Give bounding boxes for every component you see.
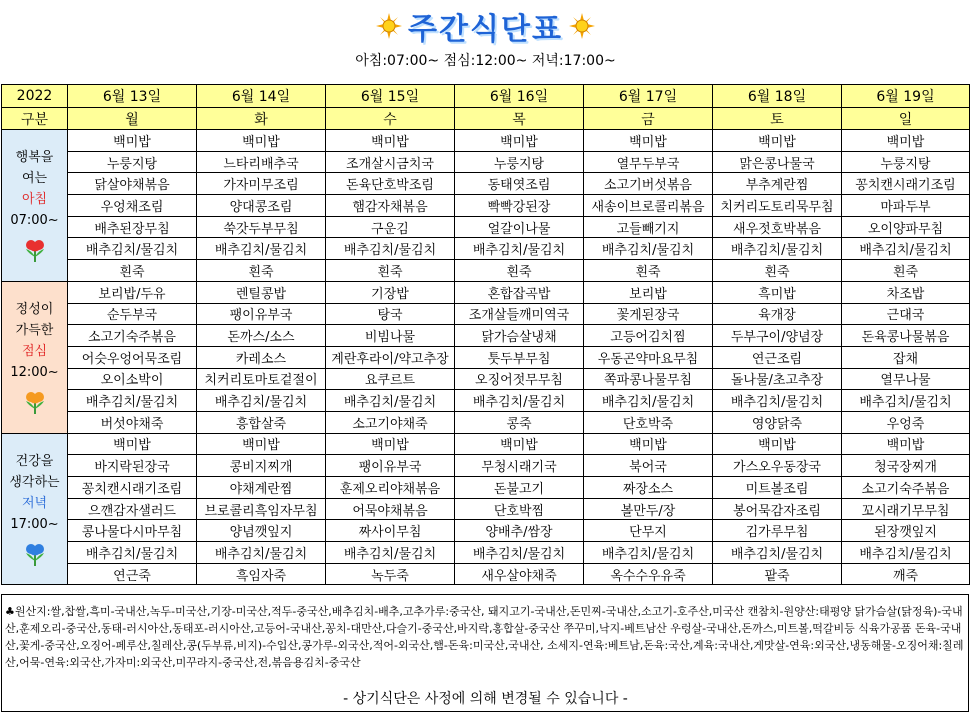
breakfast-menu-cell: 흰죽 [842,260,970,282]
dinner-row [2,477,970,499]
lunch-label-meal: 점심 [21,344,48,360]
dinner-menu-cell: 양념깻잎지 [197,520,326,542]
breakfast-menu-cell: 고들빼기지 [584,216,713,238]
day-cell: 일 [842,108,970,130]
lunch-menu-cell: 오징어젓무무침 [455,368,584,390]
lunch-row [2,346,970,368]
lunch-menu-cell: 탕국 [326,303,455,325]
lunch-menu-cell: 혼합잡곡밥 [455,281,584,303]
lunch-menu-cell: 소고기숙주볶음 [68,325,197,347]
lunch-menu-cell: 카레소스 [197,346,326,368]
breakfast-row [2,173,970,195]
lunch-menu-cell: 배추김치/물김치 [584,390,713,412]
dinner-row [2,520,970,542]
lunch-menu-cell: 두부구이/양념장 [713,325,842,347]
dinner-label-line1: 건강을 [15,454,54,470]
change-notice: - 상기식단은 사정에 의해 변경될 수 있습니다 - [343,691,628,707]
dinner-menu-cell: 배추김치/물김치 [842,542,970,564]
breakfast-menu-cell: 흰죽 [584,260,713,282]
menu-table [1,84,970,585]
dinner-label-line2: 생각하는 [9,475,60,491]
lunch-menu-cell: 닭가슴살냉채 [455,325,584,347]
day-cell: 수 [326,108,455,130]
breakfast-menu-cell: 맑은콩나물국 [713,151,842,173]
dinner-menu-cell: 백미밥 [584,433,713,455]
dinner-menu-cell: 짜사이무침 [326,520,455,542]
breakfast-menu-cell: 백미밥 [842,130,970,152]
lunch-row [2,325,970,347]
breakfast-label-line2: 여는 [21,171,48,187]
breakfast-menu-cell: 열무두부국 [584,151,713,173]
breakfast-menu-cell: 배추김치/물김치 [584,238,713,260]
dinner-menu-cell: 으깬감자샐러드 [68,498,197,520]
lunch-menu-cell: 근대국 [842,303,970,325]
breakfast-menu-cell: 배추김치/물김치 [68,238,197,260]
dinner-menu-cell: 짜장소스 [584,477,713,499]
breakfast-menu-cell: 치커리도토리묵무침 [713,195,842,217]
date-cell: 6월 13일 [68,85,197,108]
breakfast-row [2,130,970,152]
dinner-menu-cell: 백미밥 [197,433,326,455]
page-title: 주간식단표 [408,12,563,47]
dinner-menu-cell: 무청시래기국 [455,455,584,477]
lunch-menu-cell: 요쿠르트 [326,368,455,390]
day-cell: 토 [713,108,842,130]
dinner-menu-cell: 배추김치/물김치 [68,542,197,564]
breakfast-menu-cell: 누룽지탕 [455,151,584,173]
dinner-menu-cell: 볼만두/장 [584,498,713,520]
lunch-menu-cell: 배추김치/물김치 [197,390,326,412]
day-cell: 목 [455,108,584,130]
breakfast-menu-cell: 백미밥 [455,130,584,152]
origin-notes: ♣원산지:쌀,찹쌀,흑미-국내산,녹두-미국산,기장-미국산,적두-중국산,배추김치-배추,고추가루:중국산, 돼지고기-국내산,돈민찌-국내산,소고기-호주산,미국산 캔참치-원양산:태평양 닭가슴살(닭정육)-국내산,훈제오리-중국산,동태-러시아산,동태포-러시아산,고등어-국내산,꽁치-대만산,다슬기-중국산,바지락,홍합살-중국산 쭈꾸미,낙지-베트남산 우렁살-국내산,돈까스,미트볼,떡갈비등 식육가공품 돈육-국내산,꽃게-중국산,오징어-페루산,칠레산,콩(두부류,비지)-수입산,콩가루-외국산,적어-외국산,햄-돈육:미국산,국내산, 소세지-연육:베트남,돈육:국산,계육:국내산,게맛살-연육:외국산,냉동해물-오징어채:칠레산,어묵-연육:외국산,가자미:외국산,미꾸라지-중국산,전,볶음용김치-중국산 [5,605,964,669]
lunch-menu-cell: 툿두부무침 [455,346,584,368]
breakfast-menu-cell: 백미밥 [68,130,197,152]
lunch-menu-cell: 고등어김치찜 [584,325,713,347]
dinner-menu-cell: 단호박찜 [455,498,584,520]
page-header [0,0,971,84]
title-row [0,4,971,48]
day-cell: 월 [68,108,197,130]
meal-times: 아침:07:00~ 점심:12:00~ 저녁:17:00~ [355,53,616,69]
day-cell: 금 [584,108,713,130]
dinner-row [2,455,970,477]
date-cell: 6월 17일 [584,85,713,108]
date-cell: 6월 15일 [326,85,455,108]
lunch-menu-cell: 단호박죽 [584,411,713,433]
day-row [2,108,970,130]
lunch-menu-cell: 연근조림 [713,346,842,368]
lunch-menu-cell: 소고기야채죽 [326,411,455,433]
dinner-menu-cell: 야채계란찜 [197,477,326,499]
date-cell: 6월 18일 [713,85,842,108]
lunch-menu-cell: 렌틸콩밥 [197,281,326,303]
breakfast-menu-cell: 백미밥 [713,130,842,152]
day-cell: 화 [197,108,326,130]
dinner-menu-cell: 가스오우동장국 [713,455,842,477]
dinner-menu-cell: 백미밥 [713,433,842,455]
breakfast-menu-cell: 꽁치캔시래기조림 [842,173,970,195]
sun-icon [376,13,402,39]
dinner-menu-cell: 꼬시래기무무침 [842,498,970,520]
breakfast-menu-cell: 배추김치/물김치 [455,238,584,260]
lunch-menu-cell: 흥합살죽 [197,411,326,433]
breakfast-menu-cell: 햄감자채볶음 [326,195,455,217]
lunch-menu-cell: 순두부국 [68,303,197,325]
lunch-menu-cell: 우동곤약마요무침 [584,346,713,368]
lunch-menu-cell: 돈까스/소스 [197,325,326,347]
dinner-menu-cell: 단무지 [584,520,713,542]
breakfast-menu-cell: 새우젓호박볶음 [713,216,842,238]
breakfast-menu-cell: 배추된장무침 [68,216,197,238]
breakfast-menu-cell: 가자미무조림 [197,173,326,195]
tulip-icon [22,389,48,415]
breakfast-menu-cell: 누룽지탕 [842,151,970,173]
lunch-label-line1: 정성이 [15,302,54,318]
dinner-menu-cell: 콩나물다시마무침 [68,520,197,542]
breakfast-menu-cell: 백미밥 [197,130,326,152]
breakfast-menu-cell: 흰죽 [197,260,326,282]
lunch-menu-cell: 계란후라이/약고추장 [326,346,455,368]
dinner-menu-cell: 훈제오리야채볶음 [326,477,455,499]
lunch-menu-cell: 돌나물/초고추장 [713,368,842,390]
meal-body [2,130,970,585]
breakfast-menu-cell: 동태엿조림 [455,173,584,195]
date-cell: 6월 16일 [455,85,584,108]
lunch-menu-cell: 열무나물 [842,368,970,390]
lunch-menu-cell: 어슷우엉어묵조림 [68,346,197,368]
breakfast-menu-cell: 백미밥 [584,130,713,152]
breakfast-row [2,195,970,217]
dinner-row [2,433,970,455]
dinner-menu-cell: 바지락된장국 [68,455,197,477]
lunch-label-time: 12:00~ [10,365,59,381]
breakfast-menu-cell: 백미밥 [326,130,455,152]
dinner-menu-cell: 팽이유부국 [326,455,455,477]
dinner-menu-cell: 새우살야채죽 [455,563,584,585]
lunch-menu-cell: 팽이유부국 [197,303,326,325]
dinner-menu-cell: 백미밥 [842,433,970,455]
breakfast-menu-cell: 흰죽 [713,260,842,282]
breakfast-menu-cell: 닭살야채볶음 [68,173,197,195]
lunch-label [2,281,68,433]
dinner-menu-cell: 콩비지찌개 [197,455,326,477]
lunch-menu-cell: 쪽파콩나물무침 [584,368,713,390]
breakfast-menu-cell: 흰죽 [326,260,455,282]
dinner-menu-cell: 미트볼조림 [713,477,842,499]
dinner-menu-cell: 배추김치/물김치 [455,542,584,564]
lunch-row [2,390,970,412]
dinner-menu-cell: 백미밥 [68,433,197,455]
breakfast-menu-cell: 조개살시금치국 [326,151,455,173]
dinner-menu-cell: 배추김치/물김치 [584,542,713,564]
dinner-menu-cell: 옥수수우유죽 [584,563,713,585]
lunch-menu-cell: 육개장 [713,303,842,325]
lunch-menu-cell: 우엉죽 [842,411,970,433]
breakfast-menu-cell: 흰죽 [455,260,584,282]
lunch-row [2,411,970,433]
gubun-cell: 구분 [2,108,68,130]
dinner-menu-cell: 봉어묵감자조림 [713,498,842,520]
breakfast-menu-cell: 새송이브로콜리볶음 [584,195,713,217]
breakfast-menu-cell: 오이양파무침 [842,216,970,238]
dinner-menu-cell: 백미밥 [455,433,584,455]
breakfast-label-time: 07:00~ [10,213,59,229]
year-cell: 2022 [2,85,68,108]
dinner-menu-cell: 된장깻잎지 [842,520,970,542]
dinner-menu-cell: 배추김치/물김치 [326,542,455,564]
dinner-menu-cell: 백미밥 [326,433,455,455]
breakfast-menu-cell: 부추계란찜 [713,173,842,195]
breakfast-menu-cell: 소고기버섯볶음 [584,173,713,195]
dinner-menu-cell: 배추김치/물김치 [713,542,842,564]
dinner-row [2,542,970,564]
lunch-menu-cell: 기장밥 [326,281,455,303]
dinner-menu-cell: 어묵야채볶음 [326,498,455,520]
breakfast-menu-cell: 마파두부 [842,195,970,217]
dinner-label [2,433,68,585]
breakfast-row [2,260,970,282]
dinner-menu-cell: 브로콜리흑임자무침 [197,498,326,520]
lunch-label-line2: 가득한 [15,323,54,339]
lunch-menu-cell: 배추김치/물김치 [68,390,197,412]
breakfast-menu-cell: 우엉채조림 [68,195,197,217]
dinner-menu-cell: 흑임자죽 [197,563,326,585]
breakfast-menu-cell: 배추김치/물김치 [713,238,842,260]
dinner-row [2,563,970,585]
breakfast-menu-cell: 쑥갓두부무침 [197,216,326,238]
dinner-menu-cell: 꽁치캔시래기조림 [68,477,197,499]
date-cell: 6월 14일 [197,85,326,108]
breakfast-row [2,216,970,238]
breakfast-menu-cell: 돈육단호박조림 [326,173,455,195]
dinner-menu-cell: 김가루무침 [713,520,842,542]
lunch-menu-cell: 배추김치/물김치 [842,390,970,412]
dinner-menu-cell: 돈불고기 [455,477,584,499]
lunch-menu-cell: 잡채 [842,346,970,368]
lunch-row [2,281,970,303]
lunch-menu-cell: 영양닭죽 [713,411,842,433]
breakfast-menu-cell: 느타리배추국 [197,151,326,173]
breakfast-menu-cell: 흰죽 [68,260,197,282]
dinner-menu-cell: 배추김치/물김치 [197,542,326,564]
lunch-menu-cell: 흑미밥 [713,281,842,303]
lunch-row [2,368,970,390]
sun-icon [569,13,595,39]
breakfast-label-meal: 아침 [21,192,48,208]
lunch-menu-cell: 콩죽 [455,411,584,433]
breakfast-menu-cell: 배추김치/물김치 [842,238,970,260]
lunch-row [2,303,970,325]
breakfast-menu-cell: 양대콩조림 [197,195,326,217]
lunch-menu-cell: 돈육콩나물볶음 [842,325,970,347]
lunch-menu-cell: 조개살들깨미역국 [455,303,584,325]
lunch-menu-cell: 오이소박이 [68,368,197,390]
breakfast-menu-cell: 배추김치/물김치 [326,238,455,260]
dinner-label-time: 17:00~ [10,517,59,533]
dinner-menu-cell: 청국장찌개 [842,455,970,477]
breakfast-menu-cell: 빡빡강된장 [455,195,584,217]
dinner-row [2,498,970,520]
lunch-menu-cell: 치커리토마토겉절이 [197,368,326,390]
lunch-menu-cell: 배추김치/물김치 [326,390,455,412]
breakfast-menu-cell: 배추김치/물김치 [197,238,326,260]
breakfast-menu-cell: 구운김 [326,216,455,238]
dinner-menu-cell: 팥죽 [713,563,842,585]
date-cell: 6월 19일 [842,85,970,108]
dinner-menu-cell: 북어국 [584,455,713,477]
lunch-menu-cell: 버섯야채죽 [68,411,197,433]
date-row [2,85,970,108]
dinner-label-meal: 저녁 [21,496,48,512]
breakfast-menu-cell: 얼갈이나물 [455,216,584,238]
breakfast-row [2,238,970,260]
lunch-menu-cell: 보리밥 [584,281,713,303]
lunch-menu-cell: 꽃게된장국 [584,303,713,325]
lunch-menu-cell: 배추김치/물김치 [455,390,584,412]
dinner-menu-cell: 연근죽 [68,563,197,585]
lunch-menu-cell: 배추김치/물김치 [713,390,842,412]
breakfast-menu-cell: 누룽지탕 [68,151,197,173]
tulip-icon [22,541,48,567]
dinner-menu-cell: 양배추/쌈장 [455,520,584,542]
lunch-menu-cell: 보리밥/두유 [68,281,197,303]
dinner-menu-cell: 녹두죽 [326,563,455,585]
breakfast-label-line1: 행복을 [15,150,54,166]
breakfast-label [2,130,68,282]
tulip-icon [22,237,48,263]
lunch-menu-cell: 비빔나물 [326,325,455,347]
breakfast-row [2,151,970,173]
lunch-menu-cell: 차조밥 [842,281,970,303]
dinner-menu-cell: 깨죽 [842,563,970,585]
dinner-menu-cell: 소고기숙주볶음 [842,477,970,499]
